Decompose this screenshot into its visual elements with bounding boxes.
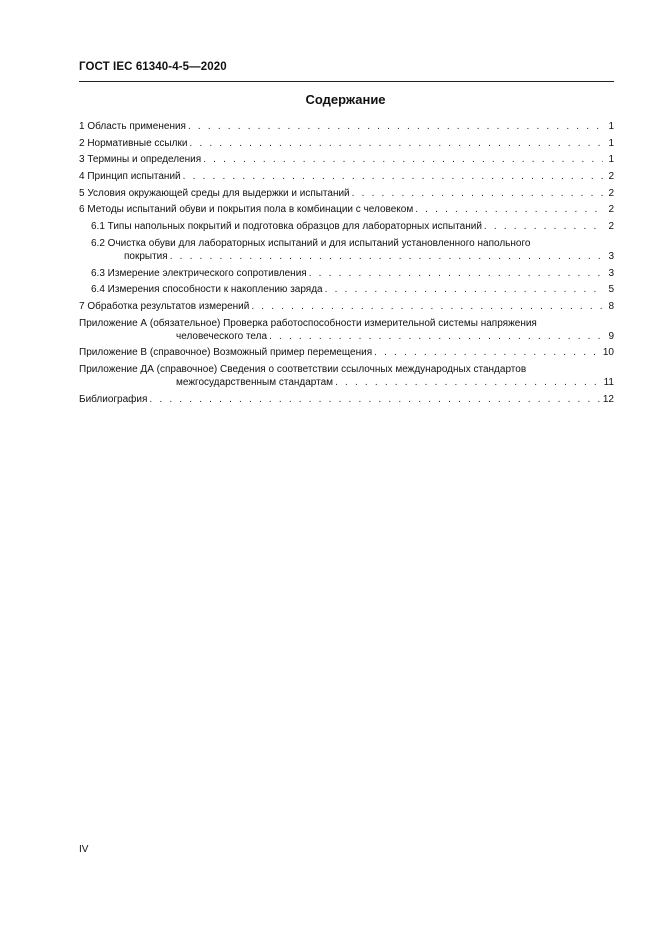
toc-entry-title: 6.1 Типы напольных покрытий и подготовка образцов для лабораторных испытаний: [91, 221, 482, 233]
dot-leader: [183, 170, 603, 183]
toc-entry-7[interactable]: [79, 300, 614, 313]
toc-page-number: 10: [602, 347, 614, 359]
dot-leader: [352, 187, 603, 200]
dot-leader: [203, 153, 603, 166]
toc-entry-5[interactable]: [79, 187, 614, 200]
toc-entry-6-4[interactable]: [79, 283, 614, 296]
toc-entry-1[interactable]: [79, 120, 614, 133]
toc-page-number: 3: [608, 267, 614, 279]
toc-page-number: 2: [608, 204, 614, 216]
dot-leader: [335, 376, 601, 389]
toc-entry-6[interactable]: [79, 203, 614, 216]
dot-leader: [484, 220, 603, 233]
page-number: IV: [79, 844, 89, 855]
toc-entry-6-3[interactable]: [79, 267, 614, 280]
dot-leader: [325, 283, 603, 296]
dot-leader: [269, 330, 603, 343]
toc-page-number: 5: [608, 284, 614, 296]
toc-page-number: 3: [608, 250, 614, 262]
dot-leader: [251, 300, 603, 313]
table-of-contents: [79, 120, 614, 409]
toc-entry-title: Библиография: [79, 393, 148, 405]
toc-page-number: 1: [608, 121, 614, 132]
toc-page-number: 2: [608, 171, 614, 183]
toc-page-number: 12: [602, 393, 614, 405]
toc-entry-title: 5 Условия окружающей среды для выдержки и испытаний: [79, 187, 350, 199]
toc-entry-appendix-a[interactable]: [79, 317, 614, 343]
toc-entry-title: 1 Область применения: [79, 121, 186, 132]
toc-entry-title: 2 Нормативные ссылки: [79, 137, 188, 149]
toc-entry-title: 6.3 Измерение электрического сопротивления: [91, 267, 307, 279]
toc-page-number: 2: [608, 187, 614, 199]
dot-leader: [170, 250, 603, 263]
toc-entry-title: 3 Термины и определения: [79, 154, 202, 166]
toc-page-number: 8: [608, 300, 614, 312]
toc-entry-6-2[interactable]: [79, 237, 614, 263]
toc-entry-2[interactable]: [79, 137, 614, 150]
toc-entry-bibliography[interactable]: [79, 393, 614, 406]
toc-entry-title-cont: покрытия: [124, 250, 168, 262]
toc-entry-title: 6.4 Измерения способности к накоплению заряда: [91, 284, 323, 296]
dot-leader: [149, 393, 599, 406]
toc-page-number: 9: [608, 330, 614, 342]
toc-entry-title: 6 Методы испытаний обуви и покрытия пола в комбинации с человеком: [79, 204, 414, 216]
dot-leader: [188, 120, 603, 133]
toc-page-number: 1: [608, 154, 614, 166]
toc-entry-title: 7 Обработка результатов измерений: [79, 300, 250, 312]
toc-entry-title: 4 Принцип испытаний: [79, 171, 181, 183]
toc-entry-title: 6.2 Очистка обуви для лабораторных испытаний и для испытаний установленного напольного: [91, 237, 531, 249]
toc-entry-appendix-b[interactable]: [79, 346, 614, 359]
dot-leader: [374, 346, 600, 359]
dot-leader: [309, 267, 603, 280]
dot-leader: [189, 137, 603, 150]
document-code: ГОСТ IEC 61340-4-5—2020: [79, 61, 227, 73]
dot-leader: [415, 203, 603, 216]
toc-entry-3[interactable]: [79, 153, 614, 166]
toc-page-number: 2: [608, 221, 614, 233]
toc-entry-6-1[interactable]: [79, 220, 614, 233]
toc-entry-title: Приложение А (обязательное) Проверка работоспособности измерительной системы напряжения: [79, 317, 537, 329]
toc-page-number: 1: [608, 137, 614, 149]
toc-entry-title: Приложение В (справочное) Возможный пример перемещения: [79, 347, 373, 359]
toc-entry-title-cont: человеческого тела: [176, 330, 268, 342]
toc-entry-title: Приложение ДА (справочное) Сведения о соответствии ссылочных международных стандартов: [79, 363, 527, 375]
toc-title: Содержание: [305, 92, 386, 107]
header-rule: [79, 81, 614, 82]
toc-page-number: 11: [603, 376, 614, 388]
toc-entry-title-cont: межгосударственным стандартам: [176, 376, 334, 388]
toc-entry-appendix-da[interactable]: [79, 363, 614, 389]
toc-entry-4[interactable]: [79, 170, 614, 183]
